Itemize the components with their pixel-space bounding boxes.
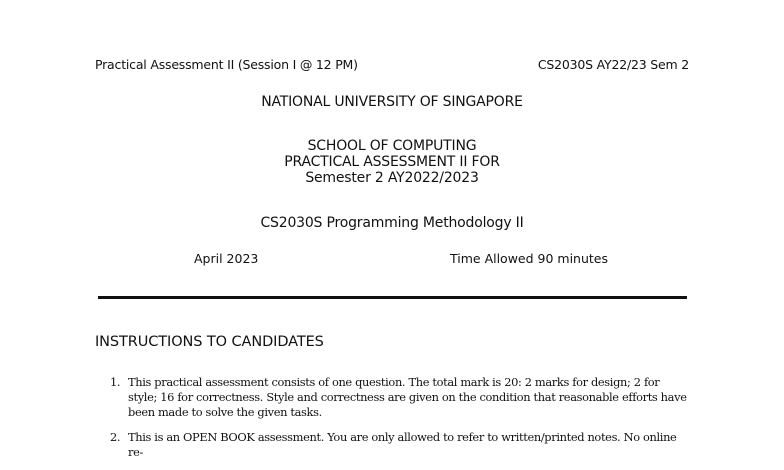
- university-name: NATIONAL UNIVERSITY OF SINGAPORE: [261, 94, 523, 110]
- list-item-text: This practical assessment consists of one question. The total mark is 20: 2 marks for design; 2 for style; 16 for correctness. Style and correctness are given on the condition that reasonable efforts have been made to solve the given tasks.: [128, 375, 687, 419]
- assessment-title: PRACTICAL ASSESSMENT II FOR: [284, 154, 500, 170]
- running-header-left: Practical Assessment II (Session I @ 12 PM): [95, 57, 358, 72]
- instructions-heading: INSTRUCTIONS TO CANDIDATES: [95, 334, 324, 350]
- time-allowed: Time Allowed 90 minutes: [450, 251, 609, 266]
- list-item-number: 2.: [110, 430, 121, 444]
- running-header-right: CS2030S AY22/23 Sem 2: [537, 57, 689, 72]
- module-title: CS2030S Programming Methodology II: [260, 215, 524, 231]
- list-item-number: 1.: [110, 375, 121, 389]
- instructions-list: [110, 375, 690, 470]
- list-item: [110, 375, 690, 420]
- horizontal-rule: [98, 296, 687, 299]
- school-name: SCHOOL OF COMPUTING: [307, 138, 477, 154]
- list-item: [110, 430, 690, 460]
- semester-label: Semester 2 AY2022/2023: [305, 170, 479, 186]
- exam-date: April 2023: [194, 251, 259, 266]
- list-item-text: This is an OPEN BOOK assessment. You are only allowed to refer to written/printed notes. No online re-: [128, 430, 677, 459]
